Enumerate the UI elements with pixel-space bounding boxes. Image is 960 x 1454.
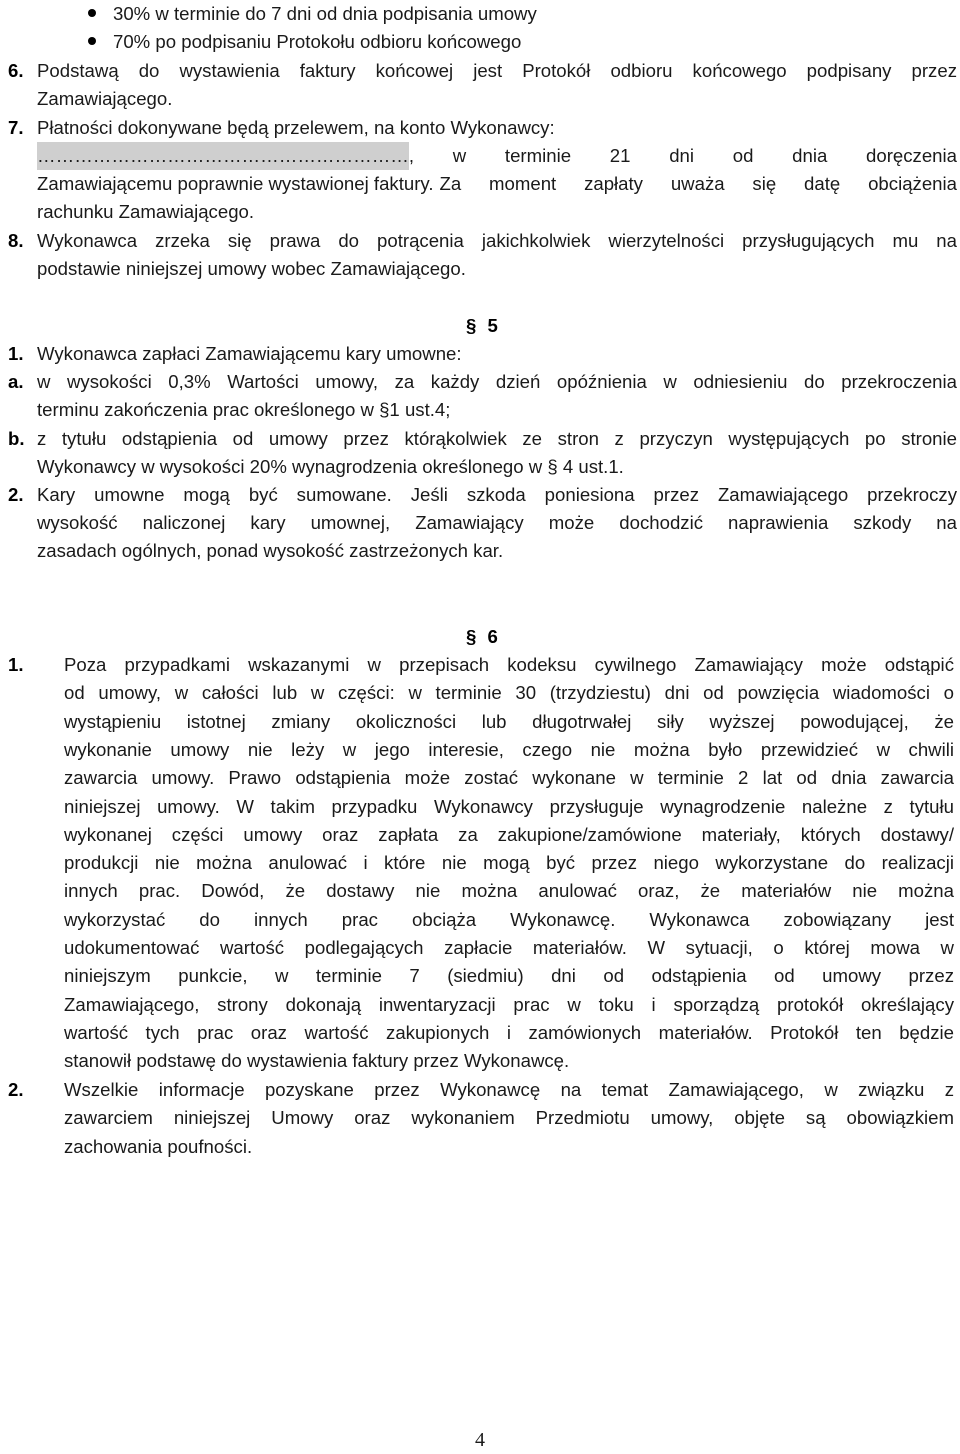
paragraph-line: niniejszej umowy. W takim przypadku Wykonawcy przysługuje wynagrodzenie należne z tytułu (64, 795, 954, 817)
paragraph-line: terminu zakończenia prac określonego w §1 ust.4; (37, 399, 451, 420)
bullet-item: 70% po podpisaniu Protokołu odbioru końcowego (113, 31, 522, 52)
item-number: 2. (8, 484, 24, 505)
paragraph-line (37, 170, 957, 198)
paragraph-line: Kary umowne mogą być sumowane. Jeśli szkoda poniesiona przez Zamawiającego przekroczy (37, 484, 957, 505)
item-letter: a. (8, 371, 24, 392)
paragraph-line: Zamawiającego. (37, 88, 173, 109)
paragraph-line: Wykonawcy w wysokości 20% wynagrodzenia określonego w § 4 ust.1. (37, 456, 624, 477)
paragraph-line: Zamawiającego, strony dokonają inwentaryzacji prac w toku i sporządzą protokół określający (64, 993, 954, 1015)
section-symbol: § (466, 315, 477, 336)
paragraph-line: stanowił podstawę do wystawienia faktury przez Wykonawcę. (64, 1050, 570, 1072)
item-number: 6. (8, 60, 24, 81)
paragraph-line: produkcji nie można anulować i które nie mogą być przez niego wykorzystane do realizacji (64, 852, 954, 874)
paragraph-line: rachunku Zamawiającego. (37, 201, 255, 222)
paragraph-line: z tytułu odstąpienia od umowy przez którąkolwiek ze stron z przyczyn występujących po stronie (37, 428, 957, 449)
account-line (37, 142, 957, 170)
item-number: 7. (8, 117, 24, 138)
section-heading (466, 312, 498, 340)
paragraph-line: zawarcia umowy. Prawo odstąpienia może zostać wykonane w terminie 2 lat od dnia zawarcia (64, 767, 954, 789)
paragraph-line: Poza przypadkami wskazanymi w przepisach kodeksu cywilnego Zamawiający może odstąpić (64, 654, 954, 675)
paragraph-line: zachowania poufności. (64, 1135, 253, 1157)
paragraph-line: wystąpieniu istotnej zmiany okoliczności lub długotrwałej siły wyższej powodującej, że (64, 710, 954, 732)
paragraph-line: zasadach ogólnych, ponad wysokość zastrzeżonych kar. (37, 540, 504, 561)
paragraph-line: zawarciem niniejszej Umowy oraz wykonaniem Przedmiotu umowy, objęte są obowiązkiem (64, 1107, 954, 1129)
item-number: 1. (8, 343, 24, 364)
paragraph-line: niniejszym punkcie, w terminie 7 (siedmiu) dni od odstąpienia od umowy przez (64, 965, 954, 987)
page-number: 4 (475, 1429, 485, 1451)
item-number: 8. (8, 230, 24, 251)
section-heading (466, 623, 498, 651)
item-number: 1. (8, 654, 24, 675)
paragraph-line: Płatności dokonywane będą przelewem, na konto Wykonawcy: (37, 117, 555, 138)
paragraph-line: wykonanej części umowy oraz zapłata za zakupione/zamówione materiały, których dostawy/ (64, 823, 954, 845)
bullet-icon (88, 37, 96, 45)
paragraph-line: wartość tych prac oraz wartość zakupionych i zamówionych materiałów. Protokół ten będzie (64, 1021, 954, 1043)
section-number: 6 (487, 626, 498, 647)
paragraph-line: udokumentować wartość podlegających zapłacie materiałów. W sytuacji, o której mowa w (64, 937, 954, 958)
paragraph-line: od umowy, w całości lub w części: w terminie 30 (trzydziestu) dni od powzięcia wiadomości o (64, 682, 954, 704)
paragraph-line: Podstawą do wystawienia faktury końcowej jest Protokół odbioru końcowego podpisany przez (37, 60, 957, 81)
paragraph-text: Za moment zapłaty uważa się datę obciążenia (439, 173, 957, 194)
account-placeholder: …………………………………………………… (37, 142, 409, 170)
item-number: 2. (8, 1079, 24, 1100)
paragraph-line: Wykonawca zapłaci Zamawiającemu kary umowne: (37, 343, 462, 364)
item-letter: b. (8, 428, 25, 449)
paragraph-line: podstawie niniejszej umowy wobec Zamawiającego. (37, 258, 466, 279)
paragraph-text: Zamawiającemu poprawnie wystawionej faktury. (37, 173, 434, 194)
paragraph-line: Wszelkie informacje pozyskane przez Wykonawcę na temat Zamawiającego, w związku z (64, 1079, 954, 1100)
section-symbol: § (466, 626, 477, 647)
paragraph-text: , w terminie 21 dni od dnia doręczenia (408, 145, 957, 166)
paragraph-line: wykonanie umowy nie leży w jego interesie, czego nie można było przewidzieć w chwili (64, 738, 954, 760)
paragraph-line: innych prac. Dowód, że dostawy nie można anulować oraz, że materiałów nie można (64, 880, 954, 902)
bullet-icon (88, 9, 96, 17)
paragraph-line: wysokość naliczonej kary umownej, Zamawiający może dochodzić naprawienia szkody na (37, 512, 957, 533)
bullet-item: 30% w terminie do 7 dni od dnia podpisania umowy (113, 3, 537, 24)
paragraph-line: wykorzystać do innych prac obciąża Wykonawcę. Wykonawca zobowiązany jest (64, 908, 954, 930)
paragraph-line: Wykonawca zrzeka się prawa do potrącenia jakichkolwiek wierzytelności przysługujących mu na (37, 230, 957, 251)
section-number: 5 (487, 315, 498, 336)
paragraph-line: w wysokości 0,3% Wartości umowy, za każdy dzień opóźnienia w odniesieniu do przekroczenia (37, 371, 957, 392)
